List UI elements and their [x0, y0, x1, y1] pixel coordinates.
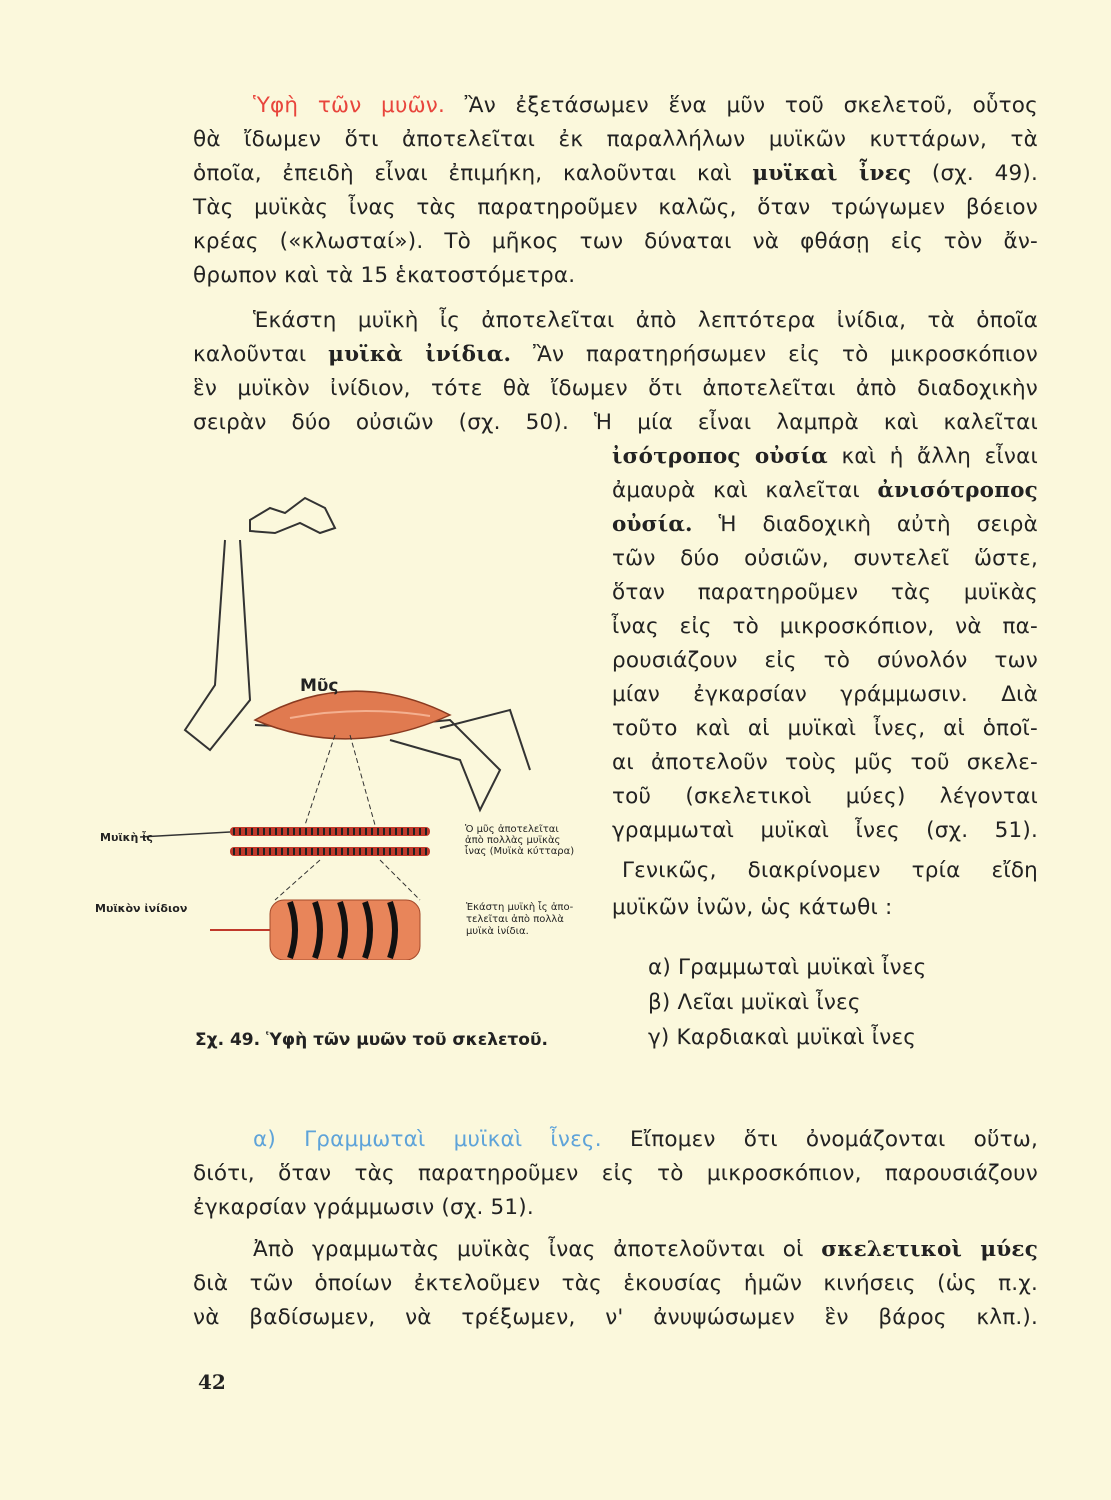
- text-line: μυϊκῶν ἰνῶν, ὡς κάτωθι :: [612, 895, 893, 920]
- text-line: μίαν ἐγκαρσίαν γράμμωσιν. Διὰ: [612, 682, 1038, 707]
- muscle-structure-illustration: [90, 480, 610, 960]
- text-line: διὰ τῶν ὁποίων ἐκτελοῦμεν τὰς ἑκουσίας ἡμῶν κινήσεις (ὡς π.χ.: [193, 1271, 1038, 1296]
- label-muscle-fibril: Μυϊκὸν ἰνίδιον: [95, 902, 188, 915]
- text-line: Ἀπὸ γραμμωτὰς μυϊκὰς ἶνας ἀποτελοῦνται οἱ σκελετικοὶ μύες: [253, 1237, 1038, 1262]
- text-line: νὰ βαδίσωμεν, νὰ τρέξωμεν, ν' ἀνυψώσωμεν ἓν βάρος κλπ.).: [193, 1305, 1038, 1330]
- text-line: τοῦτο καὶ αἱ μυϊκαὶ ἶνες, αἱ ὁποῖ-: [612, 716, 1038, 741]
- bold-term: μυϊκαὶ ἶνες: [752, 161, 912, 186]
- text-line: διότι, ὅταν τὰς παρατηροῦμεν εἰς τὸ μικροσκόπιον, παρουσιάζουν: [193, 1161, 1038, 1186]
- text-line: ρουσιάζουν εἰς τὸ σύνολόν των: [612, 648, 1038, 673]
- label-muscle: Μῦς: [300, 676, 339, 696]
- text-line: αι ἀποτελοῦν τοὺς μῦς τοῦ σκελε-: [612, 750, 1038, 775]
- text-line: Ὑφὴ τῶν μυῶν. Ἂν ἐξετάσωμεν ἕνα μῦν τοῦ σκελετοῦ, οὗτος: [253, 93, 1038, 118]
- text-line: ἓν μυϊκὸν ἰνίδιον, τότε θὰ ἴδωμεν ὅτι ἀποτελεῖται ἀπὸ διαδοχικὴν: [193, 376, 1038, 401]
- bold-term: μυϊκὰ ἰνίδια.: [328, 342, 512, 367]
- text-line: Τὰς μυϊκὰς ἶνας τὰς παρατηροῦμεν καλῶς, ὅταν τρώγωμεν βόειον: [193, 195, 1038, 220]
- list-item: β) Λεῖαι μυϊκαὶ ἶνες: [648, 990, 861, 1015]
- note-muscle: Ὁ μῦς ἀποτελεῖται ἀπὸ πολλὰς μυϊκὰς ἶνας (Μυϊκὰ κύτταρα): [465, 824, 575, 857]
- list-item: γ) Καρδιακαὶ μυϊκαὶ ἶνες: [648, 1025, 917, 1050]
- list-item: α) Γραμμωταὶ μυϊκαὶ ἶνες: [648, 955, 927, 980]
- text-line: ἰσότροπος οὐσία καὶ ἡ ἄλλη εἶναι: [612, 444, 1038, 469]
- upper-arm-bone: [185, 540, 250, 750]
- text-line: κρέας («κλωσταί»). Τὸ μῆκος των δύναται νὰ φθάσῃ εἰς τὸν ἄν-: [193, 229, 1038, 254]
- hand-bones: [250, 498, 335, 533]
- text-line: Γενικῶς, διακρίνομεν τρία εἴδη: [622, 858, 1038, 883]
- text-line: ὅταν παρατηροῦμεν τὰς μυϊκὰς: [612, 580, 1038, 605]
- page-number: 42: [198, 1370, 226, 1394]
- text-line: ἶνας εἰς τὸ μικροσκόπιον, νὰ πα-: [612, 614, 1038, 639]
- bold-term: οὐσία.: [612, 512, 693, 537]
- note-fiber: Ἑκάστη μυϊκὴ ἶς ἀπο- τελεῖται ἀπὸ πολλὰ μυϊκὰ ἰνίδια.: [466, 902, 574, 937]
- label-muscle-fiber: Μυϊκὴ ἶς: [100, 831, 153, 844]
- section-heading: Ὑφὴ τῶν μυῶν.: [253, 93, 446, 118]
- text-line: γραμμωταὶ μυϊκαὶ ἶνες (σχ. 51).: [612, 818, 1038, 843]
- section-heading: α) Γραμμωταὶ μυϊκαὶ ἶνες.: [253, 1127, 602, 1152]
- bold-term: ἰσότροπος οὐσία: [612, 444, 828, 469]
- text-line: Ἑκάστη μυϊκὴ ἶς ἀποτελεῖται ἀπὸ λεπτότερα ἰνίδια, τὰ ὁποῖα: [253, 308, 1038, 333]
- text-line: θρωπον καὶ τὰ 15 ἑκατοστόμετρα.: [193, 263, 576, 288]
- text-line: τοῦ (σκελετικοὶ μύες) λέγονται: [612, 784, 1038, 809]
- text-line: καλοῦνται μυϊκὰ ἰνίδια. Ἂν παρατηρήσωμεν εἰς τὸ μικροσκόπιον: [193, 342, 1038, 367]
- text-line: ἐγκαρσίαν γράμμωσιν (σχ. 51).: [193, 1195, 534, 1220]
- text-line: σειρὰν δύο οὐσιῶν (σχ. 50). Ἡ μία εἶναι λαμπρὰ καὶ καλεῖται: [193, 410, 1038, 435]
- text-line: τῶν δύο οὐσιῶν, συντελεῖ ὥστε,: [612, 546, 1038, 571]
- figure-caption: Σχ. 49. Ὑφὴ τῶν μυῶν τοῦ σκελετοῦ.: [195, 1030, 548, 1050]
- bold-term: σκελετικοὶ μύες: [821, 1237, 1038, 1262]
- text-line: ὁποῖα, ἐπειδὴ εἶναι ἐπιμήκη, καλοῦνται καὶ μυϊκαὶ ἶνες (σχ. 49).: [193, 161, 1038, 186]
- bold-term: ἀνισότροπος: [877, 478, 1038, 503]
- text-line: θὰ ἴδωμεν ὅτι ἀποτελεῖται ἐκ παραλλήλων μυϊκῶν κυττάρων, τὰ: [193, 127, 1038, 152]
- text-line: ἀμαυρὰ καὶ καλεῖται ἀνισότροπος: [612, 478, 1038, 503]
- text-line: α) Γραμμωταὶ μυϊκαὶ ἶνες. Εἴπομεν ὅτι ὀνομάζονται οὕτω,: [253, 1127, 1038, 1152]
- text-line: οὐσία. Ἡ διαδοχικὴ αὐτὴ σειρὰ: [612, 512, 1038, 537]
